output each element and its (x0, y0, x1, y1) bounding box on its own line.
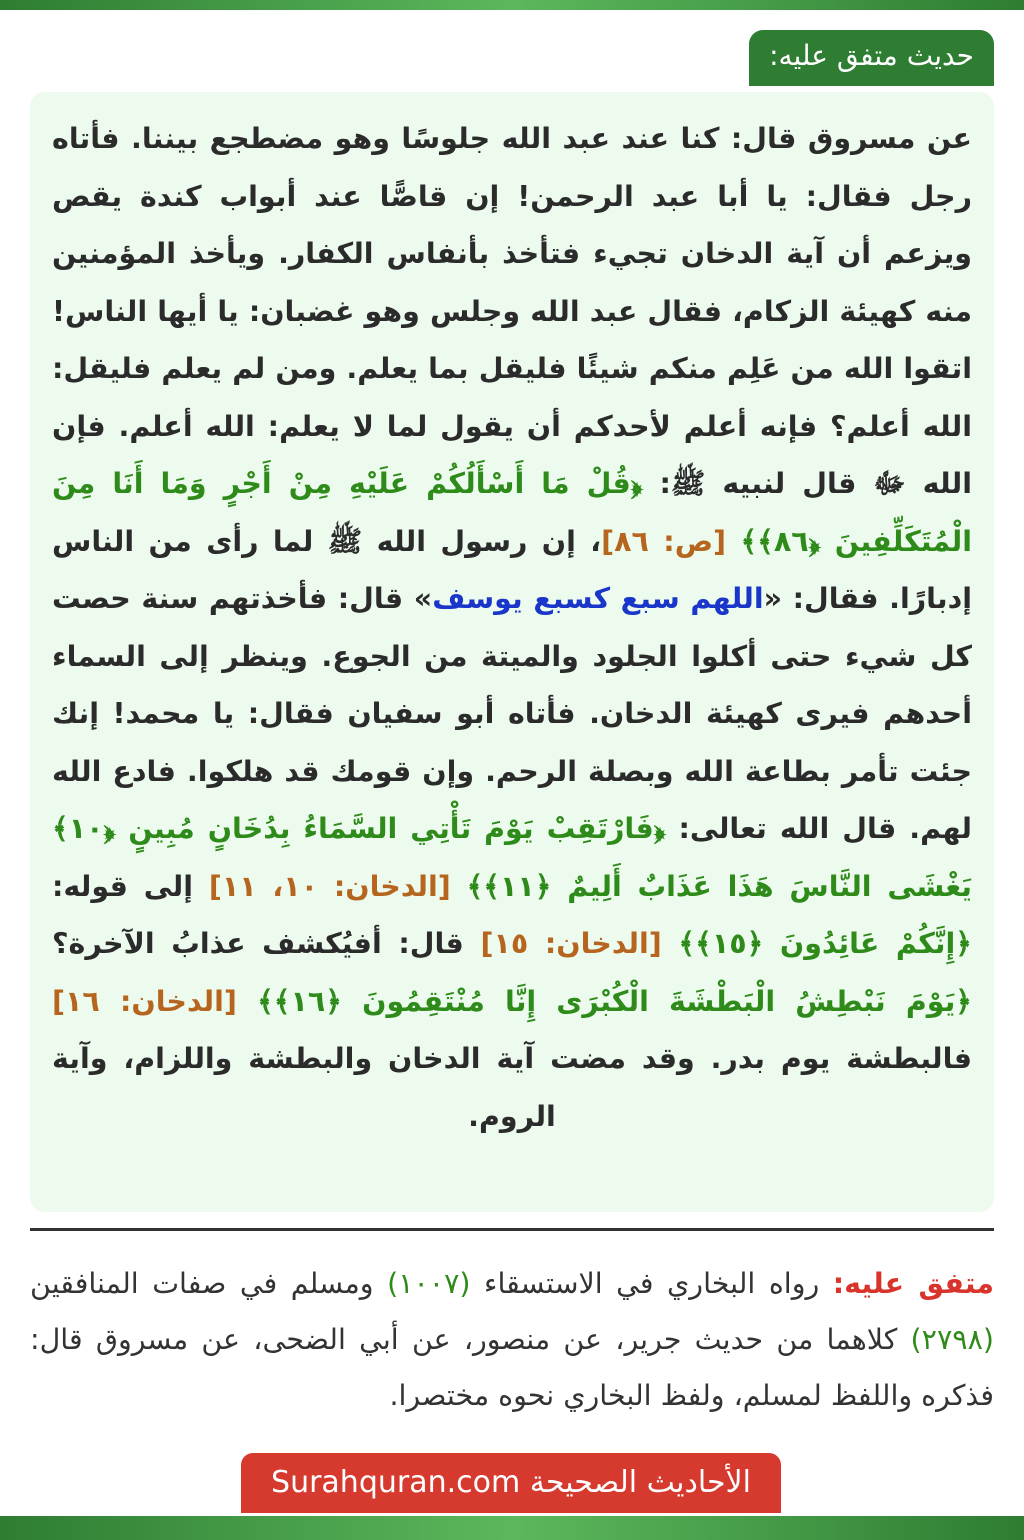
top-accent-bar (0, 0, 1024, 10)
hadith-text (52, 110, 972, 1145)
site-brand-badge: الأحاديث الصحيحة Surahquran.com (241, 1453, 781, 1513)
quran-reference-2: [الدخان: ١٠، ١١] (208, 869, 451, 903)
hadith-narration-part-1: عن مسروق قال: كنا عند عبد الله جلوسًا وهو مضطجع بيننا. فأتاه رجل فقال: يا أبا عبد الرحمن! إن قاصًّا عند أبواب كندة يقص ويزعم أن آية الدخان تجيء فتأخذ بأنفاس الكفار. ويأخذ المؤمنين منه كهيئة الزكام، فقال عبد الله وجلس وهو غضبان: يا أيها الناس! اتقوا الله من عَلِم منكم شيئًا فليقل بما يعلم. ومن لم يعلم فليقل: الله أعلم؟ فإنه أعلم لأحدكم أن يقول لما لا يعلم: الله أعلم. فإن الله ﷻ قال لنبيه ﷺ: (52, 122, 972, 500)
prophet-supplication: اللهم سبع كسبع يوسف (432, 582, 764, 615)
hadith-source-text (30, 1256, 994, 1424)
source-part-3: كلاهما من حديث جرير، عن منصور، عن أبي الضحى، عن مسروق قال: فذكره واللفظ لمسلم، ولفظ البخاري نحوه مختصرا. (30, 1323, 994, 1412)
section-divider (30, 1228, 994, 1231)
source-label: متفق عليه: (832, 1267, 994, 1300)
muslim-hadith-number: (٢٧٩٨) (910, 1323, 994, 1356)
hadith-text-box (30, 92, 994, 1212)
quran-reference-1: [ص: ٨٦] (601, 524, 727, 558)
source-part-2: ومسلم في صفات المنافقين (30, 1267, 388, 1300)
bottom-accent-bar (0, 1516, 1024, 1540)
hadith-narration-part-5: قال: أفيُكشف عذابُ الآخرة؟ (52, 927, 481, 960)
quran-verse-2: ﴿فَارْتَقِبْ يَوْمَ تَأْتِي السَّمَاءُ بِدُخَانٍ مُبِينٍ ﴿١٠﴾ يَغْشَى النَّاسَ هَذَا عَذَابٌ أَلِيمٌ ﴿١١﴾﴾ (52, 812, 972, 903)
source-part-1: رواه البخاري في الاستسقاء (470, 1267, 833, 1300)
hadith-narration-part-3: » قال: فأخذتهم سنة حصت كل شيء حتى أكلوا الجلود والميتة من الجوع. وينظر إلى السماء أحدهم فيرى كهيئة الدخان. فأتاه أبو سفيان فقال: يا محمد! إنك جئت تأمر بطاعة الله وبصلة الرحم. وإن قومك قد هلكوا. فادع الله لهم. قال الله تعالى: (52, 582, 972, 845)
hadith-type-badge: حديث متفق عليه: (749, 30, 994, 86)
hadith-narration-part-2: ، إن رسول الله ﷺ لما رأى من الناس إدبارًا. فقال: « (52, 524, 972, 615)
hadith-narration-part-4: إلى قوله: (52, 869, 209, 903)
quran-reference-4: [الدخان: ١٦] (52, 984, 237, 1018)
quran-verse-4: ﴿يَوْمَ نَبْطِشُ الْبَطْشَةَ الْكُبْرَى إِنَّا مُنْتَقِمُونَ ﴿١٦﴾﴾ (257, 984, 972, 1018)
hadith-narration-part-6: فالبطشة يوم بدر. وقد مضت آية الدخان والبطشة واللزام، وآية الروم. (52, 1042, 972, 1133)
quran-reference-3: [الدخان: ١٥] (480, 927, 662, 960)
quran-verse-1: ﴿قُلْ مَا أَسْأَلُكُمْ عَلَيْهِ مِنْ أَجْرٍ وَمَا أَنَا مِنَ الْمُتَكَلِّفِينَ ﴿٨٦﴾﴾ (52, 467, 972, 558)
quran-verse-3: ﴿إِنَّكُمْ عَائِدُونَ ﴿١٥﴾﴾ (678, 927, 972, 960)
bukhari-hadith-number: (١٠٠٧) (387, 1267, 471, 1300)
